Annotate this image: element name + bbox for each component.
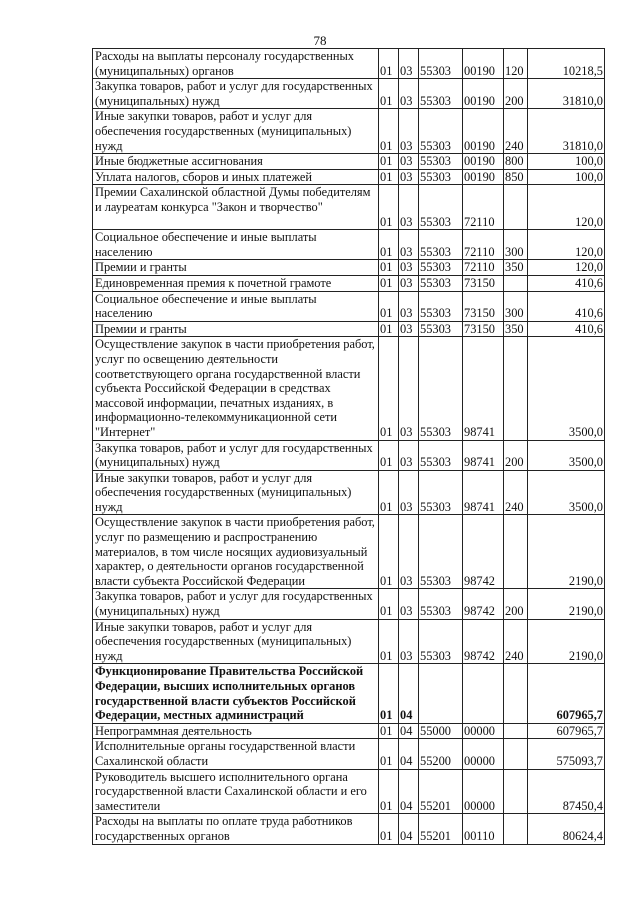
expense-type-code [504, 515, 528, 589]
subsection-code: 03 [399, 515, 419, 589]
table-row [93, 440, 605, 470]
row-description [93, 109, 379, 154]
amount: 31810,0 [528, 79, 605, 109]
table-row [93, 664, 605, 723]
expense-type-code: 300 [504, 230, 528, 260]
expense-type-code [504, 739, 528, 769]
row-description-text: Единовременная премия к почетной грамоте [95, 275, 332, 290]
row-description [93, 275, 379, 291]
table-row [93, 739, 605, 769]
row-description-text: Иные закупки товаров, работ и услуг для обеспечения государственных (муниципальных) нужд [95, 619, 352, 663]
row-description-text: Иные закупки товаров, работ и услуг для обеспечения государственных (муниципальных) нужд [95, 109, 352, 153]
amount: 607965,7 [528, 723, 605, 739]
target-article-code: 55303 [419, 109, 463, 154]
target-article-code [419, 664, 463, 723]
page-number: 78 [313, 33, 327, 48]
target-article-code: 55303 [419, 230, 463, 260]
target-article-code: 55303 [419, 185, 463, 230]
row-description-text: Премии и гранты [95, 260, 187, 275]
target-article-subcode: 00000 [463, 769, 504, 814]
row-description [93, 49, 379, 79]
row-description-text: Закупка товаров, работ и услуг для государственных (муниципальных) нужд [95, 440, 373, 470]
row-description [93, 185, 379, 230]
subsection-code: 03 [399, 337, 419, 440]
subsection-code: 03 [399, 79, 419, 109]
target-article-subcode: 72110 [463, 260, 504, 276]
row-description-text: Закупка товаров, работ и услуг для государственных (муниципальных) нужд [95, 79, 373, 108]
row-description [93, 440, 379, 470]
row-description-text: Расходы на выплаты по оплате труда работников государственных органов [95, 814, 353, 844]
subsection-code: 04 [399, 723, 419, 739]
row-description-text: Премии Сахалинской областной Думы победителям и лауреатам конкурса "Закон и творчество" [95, 185, 371, 214]
table-row [93, 814, 605, 844]
subsection-code: 03 [399, 321, 419, 337]
section-code: 01 [379, 275, 399, 291]
subsection-code: 03 [399, 169, 419, 185]
target-article-subcode: 00000 [463, 739, 504, 769]
row-description [93, 260, 379, 276]
target-article-subcode: 00190 [463, 154, 504, 170]
expense-type-code: 800 [504, 154, 528, 170]
section-code: 01 [379, 109, 399, 154]
table-row [93, 154, 605, 170]
table-row [93, 337, 605, 440]
section-code: 01 [379, 49, 399, 79]
row-description-text: Уплата налогов, сборов и иных платежей [95, 169, 313, 184]
section-code: 01 [379, 79, 399, 109]
table-row [93, 109, 605, 154]
target-article-code: 55303 [419, 275, 463, 291]
row-description-text: Непрограммная деятельность [95, 723, 252, 738]
target-article-code: 55000 [419, 723, 463, 739]
table-row [93, 589, 605, 619]
row-description-text: Исполнительные органы государственной власти Сахалинской области [95, 739, 356, 769]
table-row [93, 619, 605, 664]
section-code: 01 [379, 589, 399, 619]
row-description-text: Премии и гранты [95, 321, 187, 336]
expense-type-code [504, 814, 528, 844]
target-article-subcode: 73150 [463, 275, 504, 291]
row-description [93, 814, 379, 844]
section-code: 01 [379, 723, 399, 739]
row-description-text: Социальное обеспечение и иные выплаты населению [95, 291, 317, 321]
target-article-subcode: 73150 [463, 291, 504, 321]
target-article-subcode [463, 664, 504, 723]
section-code: 01 [379, 470, 399, 515]
target-article-code: 55303 [419, 49, 463, 79]
target-article-code: 55303 [419, 619, 463, 664]
amount: 2190,0 [528, 515, 605, 589]
table-row [93, 470, 605, 515]
section-code: 01 [379, 739, 399, 769]
row-description [93, 619, 379, 664]
row-description-text: Закупка товаров, работ и услуг для государственных (муниципальных) нужд [95, 589, 373, 619]
subsection-code: 03 [399, 275, 419, 291]
table-row [93, 79, 605, 109]
target-article-subcode: 98742 [463, 515, 504, 589]
row-description [93, 230, 379, 260]
row-description [93, 337, 379, 440]
target-article-code: 55201 [419, 814, 463, 844]
section-code: 01 [379, 337, 399, 440]
row-description [93, 664, 379, 723]
row-description [93, 769, 379, 814]
expense-type-code [504, 337, 528, 440]
target-article-code: 55303 [419, 589, 463, 619]
section-code: 01 [379, 515, 399, 589]
amount: 87450,4 [528, 769, 605, 814]
target-article-subcode: 98742 [463, 589, 504, 619]
target-article-subcode: 72110 [463, 185, 504, 230]
row-description [93, 291, 379, 321]
section-code: 01 [379, 619, 399, 664]
amount: 3500,0 [528, 470, 605, 515]
row-description [93, 470, 379, 515]
target-article-subcode: 98742 [463, 619, 504, 664]
subsection-code: 04 [399, 769, 419, 814]
subsection-code: 03 [399, 49, 419, 79]
expense-type-code [504, 769, 528, 814]
expense-type-code: 120 [504, 49, 528, 79]
row-description [93, 739, 379, 769]
target-article-code: 55303 [419, 515, 463, 589]
section-code: 01 [379, 440, 399, 470]
target-article-subcode: 98741 [463, 470, 504, 515]
subsection-code: 04 [399, 739, 419, 769]
subsection-code: 04 [399, 664, 419, 723]
target-article-subcode: 72110 [463, 230, 504, 260]
expense-type-code: 350 [504, 260, 528, 276]
amount: 3500,0 [528, 337, 605, 440]
expense-type-code: 240 [504, 109, 528, 154]
amount: 100,0 [528, 154, 605, 170]
expense-type-code: 850 [504, 169, 528, 185]
subsection-code: 03 [399, 109, 419, 154]
table-row [93, 321, 605, 337]
expense-type-code: 200 [504, 589, 528, 619]
target-article-subcode: 00000 [463, 723, 504, 739]
section-code: 01 [379, 169, 399, 185]
target-article-code: 55200 [419, 739, 463, 769]
subsection-code: 03 [399, 619, 419, 664]
subsection-code: 03 [399, 185, 419, 230]
target-article-subcode: 98741 [463, 440, 504, 470]
row-description [93, 589, 379, 619]
subsection-code: 04 [399, 814, 419, 844]
amount: 3500,0 [528, 440, 605, 470]
target-article-code: 55303 [419, 440, 463, 470]
subsection-code: 03 [399, 154, 419, 170]
table-row [93, 275, 605, 291]
target-article-subcode: 00190 [463, 109, 504, 154]
row-description-text: Расходы на выплаты персоналу государственных (муниципальных) органов [95, 49, 354, 78]
amount: 100,0 [528, 169, 605, 185]
expense-type-code [504, 664, 528, 723]
row-description [93, 79, 379, 109]
section-code: 01 [379, 154, 399, 170]
table-row [93, 260, 605, 276]
table-row [93, 185, 605, 230]
table-row [93, 723, 605, 739]
table-row [93, 515, 605, 589]
amount: 120,0 [528, 230, 605, 260]
target-article-code: 55303 [419, 154, 463, 170]
subsection-code: 03 [399, 230, 419, 260]
expense-type-code: 200 [504, 440, 528, 470]
expense-type-code: 240 [504, 619, 528, 664]
expense-type-code: 350 [504, 321, 528, 337]
section-code: 01 [379, 230, 399, 260]
amount: 31810,0 [528, 109, 605, 154]
expense-type-code: 200 [504, 79, 528, 109]
target-article-code: 55303 [419, 79, 463, 109]
row-description-text: Осуществление закупок в части приобретения работ, услуг по размещению и распространению материалов, в том числе носящих аудиовизуальный характер, о деятельности органов государственной власти субъекта Российской Федерации [95, 515, 375, 588]
expense-type-code: 300 [504, 291, 528, 321]
row-description [93, 321, 379, 337]
row-description-text: Функционирование Правительства Российской Федерации, высших исполнительных органов государственной власти субъектов Российской Федерации, местных администраций [95, 664, 364, 723]
amount: 120,0 [528, 260, 605, 276]
amount: 410,6 [528, 275, 605, 291]
table-row [93, 291, 605, 321]
subsection-code: 03 [399, 470, 419, 515]
row-description [93, 169, 379, 185]
subsection-code: 03 [399, 589, 419, 619]
table-row [93, 169, 605, 185]
expense-type-code [504, 185, 528, 230]
amount: 575093,7 [528, 739, 605, 769]
target-article-code: 55303 [419, 470, 463, 515]
expense-type-code [504, 275, 528, 291]
table-row [93, 49, 605, 79]
amount: 410,6 [528, 321, 605, 337]
row-description-text: Осуществление закупок в части приобретения работ, услуг по освещению деятельности соответствующего органа государственной власти субъекта Российской Федерации в средствах массовой информации, печатных изданиях, в информационно-телекоммуникационной сети "Интернет" [95, 337, 375, 439]
target-article-code: 55303 [419, 321, 463, 337]
table-row [93, 769, 605, 814]
subsection-code: 03 [399, 260, 419, 276]
row-description-text: Иные бюджетные ассигнования [95, 154, 263, 169]
row-description-text: Иные закупки товаров, работ и услуг для обеспечения государственных (муниципальных) нужд [95, 470, 352, 514]
section-code: 01 [379, 814, 399, 844]
target-article-subcode: 00190 [463, 49, 504, 79]
expense-type-code [504, 723, 528, 739]
budget-table [92, 48, 605, 845]
amount: 2190,0 [528, 619, 605, 664]
row-description [93, 515, 379, 589]
target-article-code: 55201 [419, 769, 463, 814]
amount: 10218,5 [528, 49, 605, 79]
target-article-code: 55303 [419, 291, 463, 321]
target-article-subcode: 00190 [463, 79, 504, 109]
target-article-subcode: 00110 [463, 814, 504, 844]
amount: 2190,0 [528, 589, 605, 619]
row-description [93, 154, 379, 170]
amount: 607965,7 [528, 664, 605, 723]
amount: 120,0 [528, 185, 605, 230]
amount: 80624,4 [528, 814, 605, 844]
section-code: 01 [379, 769, 399, 814]
expense-type-code: 240 [504, 470, 528, 515]
amount: 410,6 [528, 291, 605, 321]
section-code: 01 [379, 260, 399, 276]
row-description-text: Социальное обеспечение и иные выплаты населению [95, 230, 317, 259]
section-code: 01 [379, 185, 399, 230]
target-article-code: 55303 [419, 260, 463, 276]
section-code: 01 [379, 291, 399, 321]
table-row [93, 230, 605, 260]
row-description-text: Руководитель высшего исполнительного органа государственной власти Сахалинской области и его заместители [95, 769, 367, 813]
subsection-code: 03 [399, 440, 419, 470]
table-body [93, 49, 605, 845]
target-article-subcode: 00190 [463, 169, 504, 185]
target-article-subcode: 73150 [463, 321, 504, 337]
row-description [93, 723, 379, 739]
target-article-code: 55303 [419, 337, 463, 440]
target-article-code: 55303 [419, 169, 463, 185]
section-code: 01 [379, 321, 399, 337]
section-code: 01 [379, 664, 399, 723]
target-article-subcode: 98741 [463, 337, 504, 440]
subsection-code: 03 [399, 291, 419, 321]
